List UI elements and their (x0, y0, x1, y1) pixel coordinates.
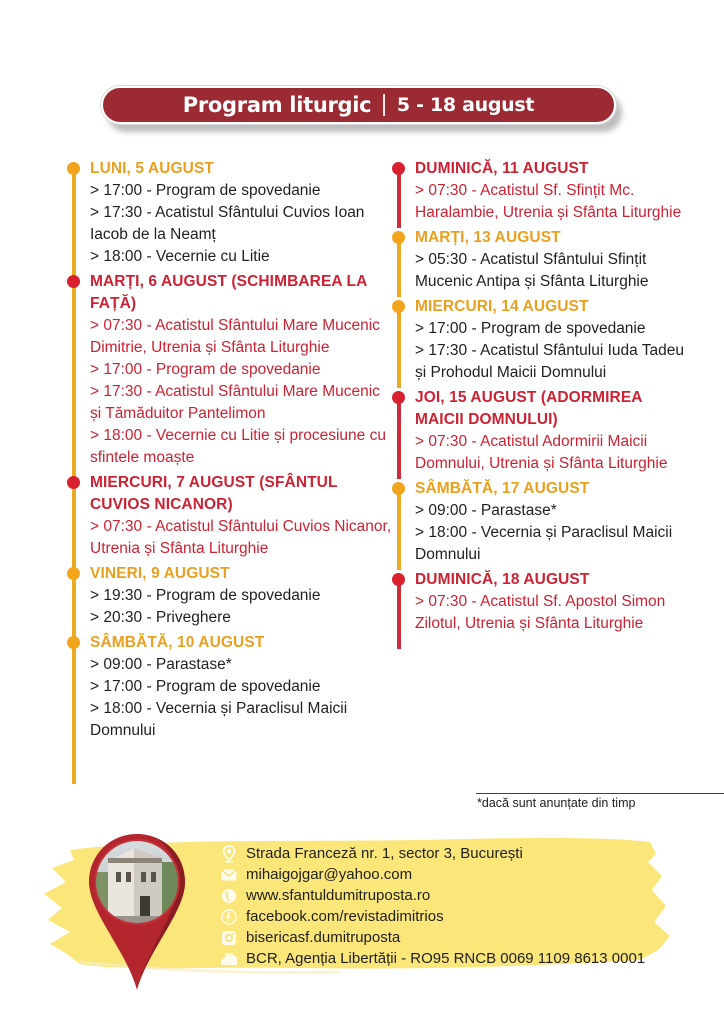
date-range: 5 - 18 august (396, 94, 535, 116)
facebook-icon (220, 908, 238, 926)
globe-icon (220, 887, 238, 905)
timeline-dot (67, 567, 80, 580)
day-heading: MIERCURI, 7 AUGUST (SFÂNTUL CUVIOS NICANOR) (90, 474, 338, 513)
day-heading: LUNI, 5 AUGUST (90, 160, 214, 177)
day-heading: MARȚI, 6 AUGUST (SCHIMBAREA LA FAȚĂ) (90, 273, 367, 312)
schedule-column-left (62, 158, 392, 745)
schedule-day-entry (387, 569, 687, 635)
schedule-day-entry (62, 271, 392, 469)
contact-info-list (220, 843, 645, 969)
service-item: > 17:00 - Program de spovedanie (90, 182, 321, 199)
timeline-dot (67, 476, 80, 489)
schedule-day-entry (387, 387, 687, 475)
service-item: > 18:00 - Vecernia și Paraclisul Maicii Domnului (415, 524, 673, 563)
service-item: > 19:30 - Program de spovedanie (90, 587, 321, 604)
page-title: Program liturgic (182, 93, 372, 117)
day-heading: MARȚI, 13 AUGUST (415, 229, 561, 246)
timeline-dot (392, 391, 405, 404)
contact-text[interactable]: mihaigojgar@yahoo.com (246, 866, 413, 883)
contact-text: Strada Franceză nr. 1, sector 3, București (246, 845, 523, 862)
service-item: > 17:00 - Program de spovedanie (415, 320, 646, 337)
contact-text[interactable]: www.sfantuldumitruposta.ro (246, 887, 431, 904)
contact-item[interactable] (220, 906, 645, 927)
timeline-dot (67, 275, 80, 288)
timeline-dot (67, 162, 80, 175)
timeline-dot (392, 162, 405, 175)
footnote: *dacă sunt anunțate din timp (477, 796, 636, 810)
service-item: > 07:30 - Acatistul Sfântului Mare Mucenic Dimitrie, Utrenia și Sfânta Liturghie (90, 317, 380, 356)
timeline-dot (392, 573, 405, 586)
footnote-divider (476, 793, 724, 794)
contact-item (220, 927, 645, 948)
service-item: > 09:00 - Parastase* (90, 656, 232, 673)
day-heading: SÂMBĂTĂ, 17 AUGUST (415, 480, 590, 497)
timeline-dot (392, 482, 405, 495)
day-heading: MIERCURI, 14 AUGUST (415, 298, 589, 315)
day-heading: VINERI, 9 AUGUST (90, 565, 230, 582)
church-photo-pin (86, 832, 188, 992)
schedule-day-entry (62, 632, 392, 742)
contact-text: BCR, Agenția Libertății - RO95 RNCB 0069 1109 8613 0001 (246, 950, 646, 967)
contact-text: bisericasf.dumitruposta (246, 929, 401, 946)
timeline-segment (397, 310, 401, 388)
timeline-dot (392, 300, 405, 313)
day-heading: DUMINICĂ, 11 AUGUST (415, 160, 589, 177)
day-heading: DUMINICĂ, 18 AUGUST (415, 571, 590, 588)
location-pin-icon (220, 845, 238, 863)
service-item: > 17:00 - Program de spovedanie (90, 678, 321, 695)
timeline-segment (397, 241, 401, 297)
service-item: > 07:30 - Acatistul Sf. Sfințit Mc. Haralambie, Utrenia și Sfânta Liturghie (415, 182, 682, 221)
header-pill (101, 86, 616, 124)
contact-text[interactable]: facebook.com/revistadimitrios (246, 908, 444, 925)
timeline-dot (392, 231, 405, 244)
instagram-icon (220, 929, 238, 947)
contact-item (220, 843, 645, 864)
service-item: > 17:30 - Acatistul Sfântului Iuda Tadeu și Prohodul Maicii Domnului (415, 342, 685, 381)
schedule-day-entry (387, 158, 687, 224)
schedule-day-entry (62, 563, 392, 629)
service-item: > 20:30 - Priveghere (90, 609, 231, 626)
timeline-segment (397, 401, 401, 479)
schedule-day-entry (62, 158, 392, 268)
timeline-dot (67, 636, 80, 649)
timeline-segment (397, 492, 401, 570)
service-item: > 07:30 - Acatistul Sfântului Cuvios Nicanor, Utrenia și Sfânta Liturghie (90, 518, 392, 557)
service-item: > 09:00 - Parastase* (415, 502, 557, 519)
header-divider (383, 94, 385, 116)
timeline-segment (397, 583, 401, 649)
service-item: > 17:30 - Acatistul Sfântului Mare Mucenic și Tămăduitor Pantelimon (90, 383, 380, 422)
bank-card-icon (220, 950, 238, 968)
schedule-day-entry (387, 227, 687, 293)
timeline-segment (397, 172, 401, 228)
service-item: > 17:00 - Program de spovedanie (90, 361, 321, 378)
envelope-icon (220, 866, 238, 884)
schedule-day-entry (387, 478, 687, 566)
service-item: > 18:00 - Vecernie cu Litie (90, 248, 270, 265)
contact-item (220, 948, 645, 969)
day-heading: SÂMBĂTĂ, 10 AUGUST (90, 634, 265, 651)
service-item: > 17:30 - Acatistul Sfântului Cuvios Ioan Iacob de la Neamț (90, 204, 365, 243)
schedule-day-entry (62, 472, 392, 560)
header-banner (101, 86, 618, 126)
service-item: > 07:30 - Acatistul Adormirii Maicii Domnului, Utrenia și Sfânta Liturghie (415, 433, 668, 472)
day-heading: JOI, 15 AUGUST (ADORMIREA MAICII DOMNULUI) (415, 389, 642, 428)
contact-item[interactable] (220, 864, 645, 885)
service-item: > 07:30 - Acatistul Sf. Apostol Simon Zilotul, Utrenia și Sfânta Liturghie (415, 593, 666, 632)
schedule-column-right (387, 158, 687, 638)
service-item: > 18:00 - Vecernie cu Litie și procesiune cu sfintele moaște (90, 427, 386, 466)
service-item: > 05:30 - Acatistul Sfântului Sfințit Mucenic Antipa și Sfânta Liturghie (415, 251, 649, 290)
schedule-day-entry (387, 296, 687, 384)
service-item: > 18:00 - Vecernia și Paraclisul Maicii Domnului (90, 700, 348, 739)
contact-item[interactable] (220, 885, 645, 906)
